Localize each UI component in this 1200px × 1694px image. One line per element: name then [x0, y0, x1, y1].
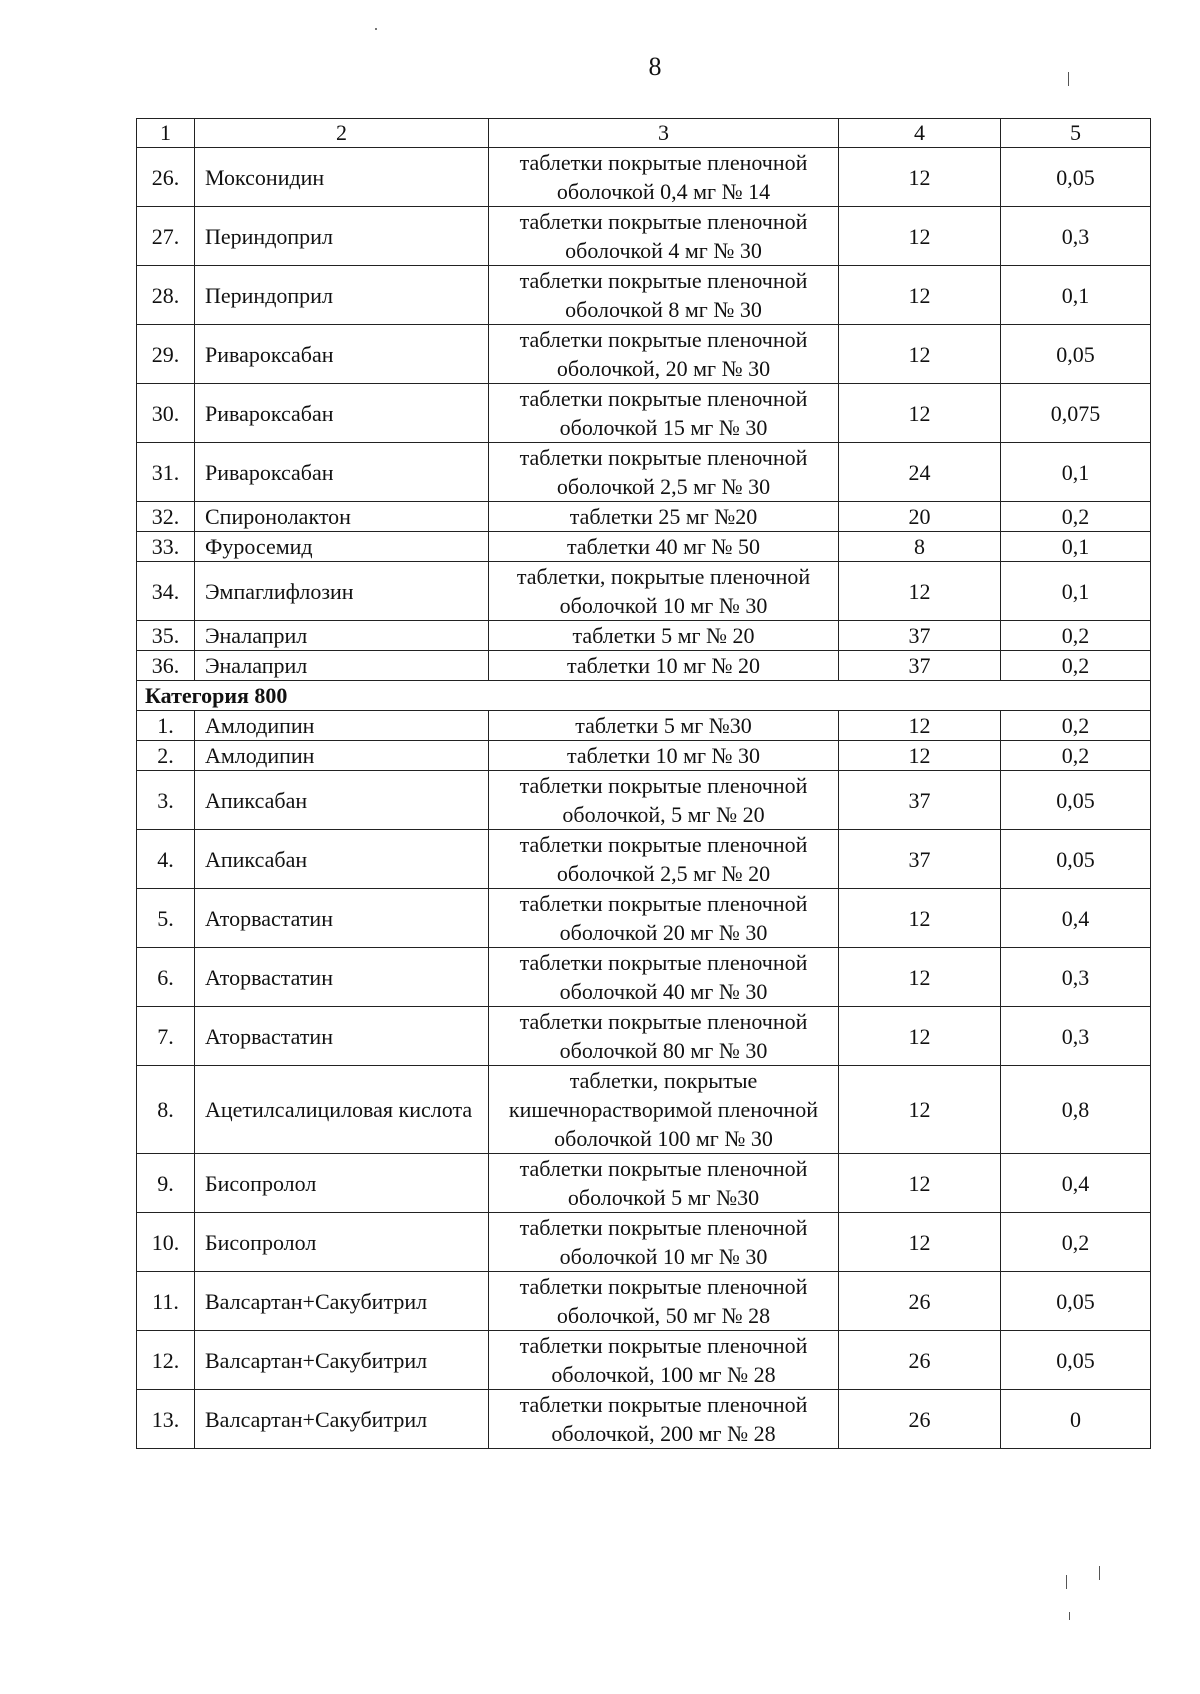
dosage-form: таблетки, покрытые кишечнорастворимой пленочной оболочкой 100 мг № 30 — [489, 1066, 839, 1154]
quantity-cell: 26 — [839, 1390, 1001, 1449]
table-row — [137, 325, 1151, 384]
quantity-cell: 37 — [839, 621, 1001, 651]
row-number: 2. — [137, 741, 195, 771]
dosage-form: таблетки покрытые пленочной оболочкой 80 мг № 30 — [489, 1007, 839, 1066]
quantity-cell: 12 — [839, 384, 1001, 443]
quantity-cell: 26 — [839, 1272, 1001, 1331]
row-number: 33. — [137, 532, 195, 562]
value-cell: 0,2 — [1001, 1213, 1151, 1272]
dosage-form: таблетки 10 мг № 30 — [489, 741, 839, 771]
drug-name: Фуросемид — [195, 532, 489, 562]
quantity-cell: 26 — [839, 1331, 1001, 1390]
value-cell: 0,3 — [1001, 1007, 1151, 1066]
value-cell: 0,05 — [1001, 148, 1151, 207]
row-number: 26. — [137, 148, 195, 207]
table-row — [137, 948, 1151, 1007]
table-row — [137, 148, 1151, 207]
value-cell: 0,2 — [1001, 621, 1151, 651]
column-header: 4 — [839, 119, 1001, 148]
drug-name: Периндоприл — [195, 207, 489, 266]
scan-artifact — [375, 28, 377, 30]
table-row — [137, 889, 1151, 948]
row-number: 7. — [137, 1007, 195, 1066]
table-header-row — [137, 119, 1151, 148]
table-row — [137, 1213, 1151, 1272]
column-header: 5 — [1001, 119, 1151, 148]
quantity-cell: 24 — [839, 443, 1001, 502]
row-number: 35. — [137, 621, 195, 651]
row-number: 11. — [137, 1272, 195, 1331]
table-row — [137, 532, 1151, 562]
dosage-form: таблетки покрытые пленочной оболочкой, 100 мг № 28 — [489, 1331, 839, 1390]
row-number: 9. — [137, 1154, 195, 1213]
quantity-cell: 20 — [839, 502, 1001, 532]
dosage-form: таблетки 5 мг №30 — [489, 711, 839, 741]
table-row — [137, 651, 1151, 681]
drug-name: Бисопролол — [195, 1154, 489, 1213]
drug-name: Бисопролол — [195, 1213, 489, 1272]
dosage-form: таблетки 10 мг № 20 — [489, 651, 839, 681]
drug-name: Ривароксабан — [195, 384, 489, 443]
value-cell: 0,05 — [1001, 830, 1151, 889]
drug-name: Эналаприл — [195, 621, 489, 651]
value-cell: 0,05 — [1001, 1272, 1151, 1331]
drug-name: Ривароксабан — [195, 443, 489, 502]
quantity-cell: 12 — [839, 1007, 1001, 1066]
quantity-cell: 12 — [839, 207, 1001, 266]
drug-name: Ривароксабан — [195, 325, 489, 384]
quantity-cell: 12 — [839, 741, 1001, 771]
medication-table — [136, 118, 1151, 1449]
drug-name: Апиксабан — [195, 830, 489, 889]
row-number: 12. — [137, 1331, 195, 1390]
value-cell: 0,3 — [1001, 948, 1151, 1007]
drug-name: Аторвастатин — [195, 948, 489, 1007]
drug-name: Эналаприл — [195, 651, 489, 681]
row-number: 13. — [137, 1390, 195, 1449]
dosage-form: таблетки покрытые пленочной оболочкой 2,5 мг № 20 — [489, 830, 839, 889]
value-cell: 0 — [1001, 1390, 1151, 1449]
quantity-cell: 12 — [839, 1154, 1001, 1213]
table-row — [137, 1272, 1151, 1331]
row-number: 3. — [137, 771, 195, 830]
value-cell: 0,2 — [1001, 502, 1151, 532]
value-cell: 0,1 — [1001, 532, 1151, 562]
dosage-form: таблетки покрытые пленочной оболочкой 15 мг № 30 — [489, 384, 839, 443]
quantity-cell: 12 — [839, 325, 1001, 384]
value-cell: 0,075 — [1001, 384, 1151, 443]
table-row — [137, 771, 1151, 830]
value-cell: 0,8 — [1001, 1066, 1151, 1154]
dosage-form: таблетки 40 мг № 50 — [489, 532, 839, 562]
dosage-form: таблетки покрытые пленочной оболочкой, 20 мг № 30 — [489, 325, 839, 384]
dosage-form: таблетки покрытые пленочной оболочкой 10 мг № 30 — [489, 1213, 839, 1272]
table-row — [137, 1154, 1151, 1213]
dosage-form: таблетки 5 мг № 20 — [489, 621, 839, 651]
table-row — [137, 502, 1151, 532]
drug-name: Аторвастатин — [195, 1007, 489, 1066]
drug-name: Спиронолактон — [195, 502, 489, 532]
table-row — [137, 562, 1151, 621]
quantity-cell: 37 — [839, 830, 1001, 889]
row-number: 36. — [137, 651, 195, 681]
value-cell: 0,4 — [1001, 889, 1151, 948]
value-cell: 0,1 — [1001, 443, 1151, 502]
row-number: 27. — [137, 207, 195, 266]
dosage-form: таблетки покрытые пленочной оболочкой 8 мг № 30 — [489, 266, 839, 325]
table-row — [137, 741, 1151, 771]
drug-name: Апиксабан — [195, 771, 489, 830]
value-cell: 0,2 — [1001, 651, 1151, 681]
table-row — [137, 1007, 1151, 1066]
drug-name: Амлодипин — [195, 711, 489, 741]
row-number: 4. — [137, 830, 195, 889]
column-header: 1 — [137, 119, 195, 148]
value-cell: 0,2 — [1001, 741, 1151, 771]
quantity-cell: 12 — [839, 889, 1001, 948]
dosage-form: таблетки, покрытые пленочной оболочкой 10 мг № 30 — [489, 562, 839, 621]
row-number: 30. — [137, 384, 195, 443]
value-cell: 0,05 — [1001, 1331, 1151, 1390]
dosage-form: таблетки покрытые пленочной оболочкой, 50 мг № 28 — [489, 1272, 839, 1331]
quantity-cell: 12 — [839, 562, 1001, 621]
drug-name: Моксонидин — [195, 148, 489, 207]
drug-name: Ацетилсалициловая кислота — [195, 1066, 489, 1154]
row-number: 5. — [137, 889, 195, 948]
dosage-form: таблетки 25 мг №20 — [489, 502, 839, 532]
row-number: 29. — [137, 325, 195, 384]
quantity-cell: 8 — [839, 532, 1001, 562]
value-cell: 0,1 — [1001, 266, 1151, 325]
table-row — [137, 266, 1151, 325]
value-cell: 0,05 — [1001, 325, 1151, 384]
category-label: Категория 800 — [137, 681, 1151, 711]
row-number: 6. — [137, 948, 195, 1007]
scan-artifact — [1069, 1612, 1070, 1620]
dosage-form: таблетки покрытые пленочной оболочкой 5 мг №30 — [489, 1154, 839, 1213]
value-cell: 0,3 — [1001, 207, 1151, 266]
scan-artifact — [1068, 72, 1069, 86]
drug-name: Периндоприл — [195, 266, 489, 325]
dosage-form: таблетки покрытые пленочной оболочкой, 200 мг № 28 — [489, 1390, 839, 1449]
row-number: 1. — [137, 711, 195, 741]
row-number: 8. — [137, 1066, 195, 1154]
dosage-form: таблетки покрытые пленочной оболочкой 2,5 мг № 30 — [489, 443, 839, 502]
quantity-cell: 37 — [839, 771, 1001, 830]
row-number: 28. — [137, 266, 195, 325]
quantity-cell: 12 — [839, 948, 1001, 1007]
dosage-form: таблетки покрытые пленочной оболочкой 40 мг № 30 — [489, 948, 839, 1007]
drug-name: Валсартан+Сакубитрил — [195, 1272, 489, 1331]
table-row — [137, 384, 1151, 443]
scan-artifact — [1066, 1575, 1067, 1589]
table-row — [137, 1390, 1151, 1449]
drug-name: Аторвастатин — [195, 889, 489, 948]
value-cell: 0,4 — [1001, 1154, 1151, 1213]
dosage-form: таблетки покрытые пленочной оболочкой 4 мг № 30 — [489, 207, 839, 266]
row-number: 10. — [137, 1213, 195, 1272]
scan-artifact — [1099, 1566, 1100, 1580]
column-header: 3 — [489, 119, 839, 148]
quantity-cell: 12 — [839, 148, 1001, 207]
dosage-form: таблетки покрытые пленочной оболочкой 0,4 мг № 14 — [489, 148, 839, 207]
dosage-form: таблетки покрытые пленочной оболочкой 20 мг № 30 — [489, 889, 839, 948]
table-row — [137, 621, 1151, 651]
table-row — [137, 711, 1151, 741]
drug-name: Амлодипин — [195, 741, 489, 771]
value-cell: 0,1 — [1001, 562, 1151, 621]
table-row — [137, 207, 1151, 266]
table-row — [137, 1331, 1151, 1390]
quantity-cell: 12 — [839, 711, 1001, 741]
drug-name: Валсартан+Сакубитрил — [195, 1331, 489, 1390]
column-header: 2 — [195, 119, 489, 148]
table-row — [137, 1066, 1151, 1154]
page-number: 8 — [648, 52, 662, 81]
quantity-cell: 12 — [839, 1066, 1001, 1154]
row-number: 34. — [137, 562, 195, 621]
drug-name: Эмпаглифлозин — [195, 562, 489, 621]
quantity-cell: 12 — [839, 266, 1001, 325]
value-cell: 0,2 — [1001, 711, 1151, 741]
quantity-cell: 37 — [839, 651, 1001, 681]
row-number: 31. — [137, 443, 195, 502]
category-row — [137, 681, 1151, 711]
dosage-form: таблетки покрытые пленочной оболочкой, 5 мг № 20 — [489, 771, 839, 830]
table-row — [137, 443, 1151, 502]
table-row — [137, 830, 1151, 889]
row-number: 32. — [137, 502, 195, 532]
value-cell: 0,05 — [1001, 771, 1151, 830]
quantity-cell: 12 — [839, 1213, 1001, 1272]
drug-name: Валсартан+Сакубитрил — [195, 1390, 489, 1449]
